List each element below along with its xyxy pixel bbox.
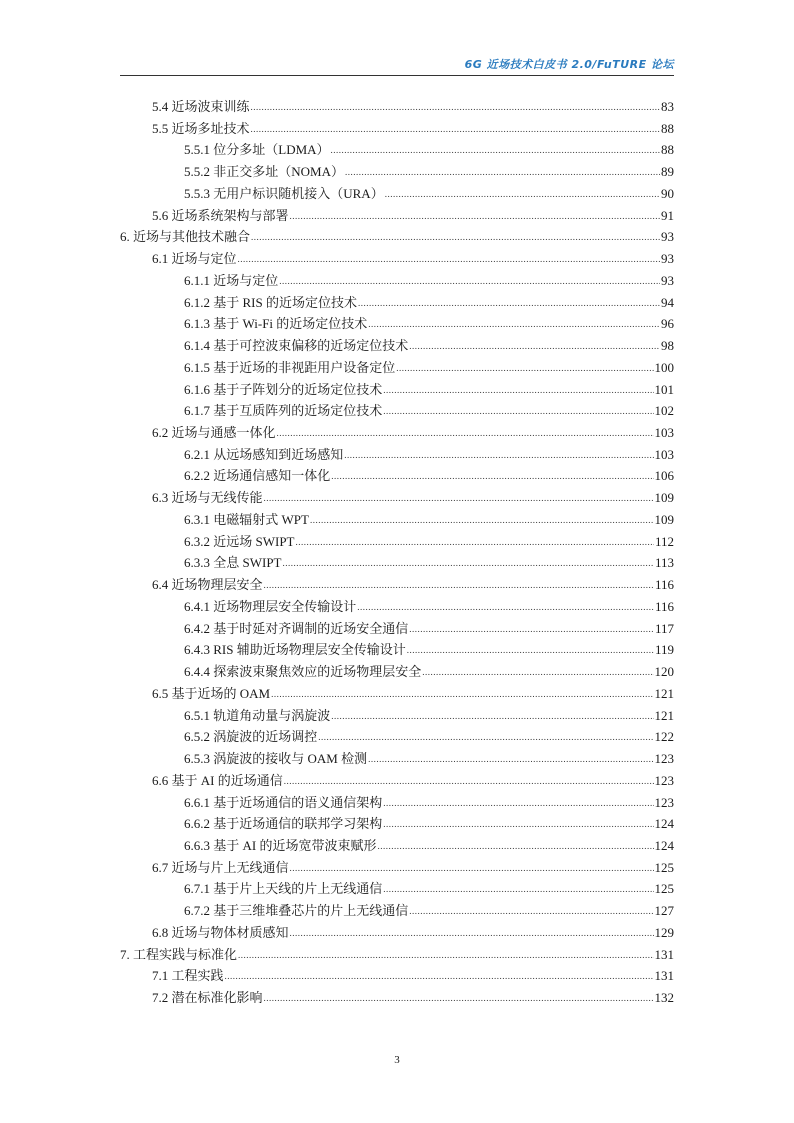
toc-entry-title: [152, 770, 283, 792]
toc-page-number: 132: [654, 990, 674, 1006]
toc-entry-number: 6.8: [152, 924, 169, 940]
toc-entry-label: 近场多址技术: [171, 120, 250, 136]
toc-entry-label: 近场与通感一体化: [171, 425, 276, 441]
toc-entry-number: 6.5.1: [184, 707, 210, 723]
toc-entry[interactable]: [120, 683, 674, 705]
toc-entry-title: [184, 270, 278, 292]
toc-entry-title: [184, 183, 384, 205]
toc-entry-label: 基于近场的非视距用户设备定位: [213, 359, 396, 375]
toc-page-number: 93: [661, 272, 674, 288]
toc-leader-dots: [225, 966, 654, 988]
toc-entry-number: 6.3.2: [184, 533, 210, 549]
toc-page-number: 109: [654, 511, 674, 527]
toc-page-number: 113: [654, 555, 674, 571]
toc-entry-number: 6.3.3: [184, 555, 210, 571]
toc-entry-title: [184, 292, 357, 314]
toc-entry-label: 基于时延对齐调制的近场安全通信: [213, 620, 409, 636]
toc-entry-label: 基于三维堆叠芯片的片上无线通信: [213, 903, 409, 919]
toc-entry[interactable]: [120, 379, 674, 401]
toc-page-number: 129: [654, 924, 674, 940]
toc-entry-label: 近场与定位: [171, 251, 237, 267]
toc-entry-number: 6.1: [152, 251, 169, 267]
toc-leader-dots: [290, 923, 654, 945]
toc-entry-label: 基于子阵划分的近场定位技术: [213, 381, 383, 397]
toc-entry-title: [184, 813, 382, 835]
toc-entry-title: [120, 944, 237, 966]
toc-entry-number: 6.1.1: [184, 272, 210, 288]
toc-leader-dots: [264, 575, 654, 597]
toc-entry-label: 近场与片上无线通信: [171, 859, 289, 875]
toc-page-number: 131: [654, 946, 674, 962]
toc-entry-title: [152, 248, 237, 270]
toc-entry-title: [184, 161, 344, 183]
toc-page-number: 96: [661, 316, 674, 332]
toc-page-number: 89: [661, 164, 674, 180]
toc-entry-number: 6.2: [152, 425, 169, 441]
toc-entry[interactable]: [120, 574, 674, 596]
toc-entry-number: 6.6.2: [184, 816, 210, 832]
toc-leader-dots: [383, 814, 653, 836]
toc-entry[interactable]: [120, 205, 674, 227]
toc-entry-label: 近场通信感知一体化: [213, 468, 331, 484]
toc-page-number: 83: [661, 99, 674, 114]
toc-entry-title: [184, 357, 395, 379]
toc-entry[interactable]: [120, 335, 674, 357]
toc-entry-title: [184, 596, 356, 618]
toc-entry[interactable]: [120, 292, 674, 314]
toc-entry-label: 涡旋波的接收与 OAM 检测: [213, 751, 368, 767]
toc-page-number: 117: [654, 620, 674, 636]
toc-entry-title: [152, 205, 289, 227]
toc-entry-title: [184, 792, 382, 814]
toc-entry-label: 近场物理层安全传输设计: [213, 598, 357, 614]
toc-entry[interactable]: [120, 313, 674, 335]
toc-page-number: 127: [654, 903, 674, 919]
toc-entry-number: 6.6: [152, 772, 169, 788]
toc-entry-title: [152, 683, 270, 705]
toc-entry[interactable]: [120, 596, 674, 618]
toc-entry-label: 涡旋波的近场调控: [213, 729, 318, 745]
toc-entry-number: 6.4.2: [184, 620, 210, 636]
toc-entry-number: 5.5: [152, 120, 169, 136]
toc-entry[interactable]: [120, 400, 674, 422]
toc-entry-number: 6.4.1: [184, 598, 210, 614]
toc-page-number: 116: [654, 598, 674, 614]
toc-entry-label: RIS 辅助近场物理层安全传输设计: [213, 642, 406, 658]
toc-entry-title: [152, 857, 289, 879]
toc-entry-number: 6.5.2: [184, 729, 210, 745]
toc-entry-title: [184, 139, 330, 161]
toc-entry[interactable]: [120, 465, 674, 487]
toc-page-number: 116: [654, 577, 674, 593]
toc-entry[interactable]: [120, 748, 674, 770]
toc-entry-number: 6.2.2: [184, 468, 210, 484]
toc-entry-title: [184, 552, 282, 574]
header-divider: [120, 75, 674, 76]
toc-entry-label: 近远场 SWIPT: [213, 533, 295, 549]
toc-entry-label: 基于 AI 的近场宽带波束赋形: [213, 837, 377, 853]
toc-entry-number: 6.6.1: [184, 794, 210, 810]
toc-entry[interactable]: [120, 661, 674, 683]
toc-entry-number: 6.2.1: [184, 446, 210, 462]
toc-entry-title: [184, 509, 309, 531]
toc-leader-dots: [251, 119, 660, 141]
toc-leader-dots: [251, 227, 660, 249]
toc-entry-label: 近场与定位: [213, 272, 279, 288]
toc-page-number: 94: [661, 294, 674, 310]
toc-entry-title: [152, 965, 224, 987]
toc-leader-dots: [279, 271, 660, 293]
toc-page-number: 131: [654, 968, 674, 984]
toc-entry-title: [184, 335, 408, 357]
toc-entry[interactable]: [120, 509, 674, 531]
toc-entry[interactable]: [120, 161, 674, 183]
toc-page-number: 98: [661, 338, 674, 354]
toc-entry-label: 从远场感知到近场感知: [213, 446, 344, 462]
toc-entry-title: [184, 313, 367, 335]
toc-entry[interactable]: [120, 639, 674, 661]
toc-leader-dots: [277, 423, 654, 445]
toc-entry-number: 5.5.1: [184, 142, 210, 158]
toc-leader-dots: [318, 727, 653, 749]
toc-entry-label: 位分多址（LDMA）: [213, 142, 330, 158]
toc-entry[interactable]: [120, 531, 674, 553]
toc-leader-dots: [385, 184, 660, 206]
toc-leader-dots: [368, 314, 660, 336]
toc-entry-label: 基于 Wi-Fi 的近场定位技术: [213, 316, 368, 332]
toc-entry-label: 基于互质阵列的近场定位技术: [213, 403, 383, 419]
toc-entry-number: 6.7: [152, 859, 169, 875]
toc-entry-title: [152, 96, 250, 118]
toc-entry-label: 全息 SWIPT: [213, 555, 282, 571]
toc-entry-title: [184, 878, 382, 900]
toc-entry-label: 基于近场的 OAM: [171, 685, 271, 701]
toc-leader-dots: [377, 836, 653, 858]
toc-entry-label: 潜在标准化影响: [171, 990, 263, 1006]
toc-entry[interactable]: [120, 96, 674, 118]
toc-entry-label: 探索波束聚焦效应的近场物理层安全: [213, 664, 422, 680]
toc-leader-dots: [290, 858, 654, 880]
toc-page-number: 121: [654, 685, 674, 701]
toc-page-number: 124: [654, 837, 674, 853]
toc-entry-number: 6.3.1: [184, 511, 210, 527]
toc-entry-number: 6.3: [152, 490, 169, 506]
toc-entry-title: [184, 726, 317, 748]
toc-entry-label: 近场与其他技术融合: [133, 229, 251, 245]
toc-entry[interactable]: [120, 248, 674, 270]
toc-entry[interactable]: [120, 813, 674, 835]
toc-entry-label: 近场系统架构与部署: [171, 207, 289, 223]
toc-page-number: 121: [654, 707, 674, 723]
toc-entry-number: 6.6.3: [184, 837, 210, 853]
toc-entry-title: [184, 661, 421, 683]
toc-leader-dots: [344, 445, 653, 467]
toc-page-number: 120: [654, 664, 674, 680]
toc-page-number: 103: [654, 425, 674, 441]
toc-entry[interactable]: [120, 835, 674, 857]
toc-entry-title: [184, 531, 295, 553]
toc-page-number: 91: [661, 207, 674, 223]
toc-page-number: 102: [654, 403, 674, 419]
toc-entry-title: [184, 639, 406, 661]
toc-entry[interactable]: [120, 900, 674, 922]
toc-entry[interactable]: [120, 357, 674, 379]
toc-entry-title: [120, 226, 250, 248]
toc-entry-label: 无用户标识随机接入（URA）: [213, 185, 384, 201]
toc-entry-label: 近场波束训练: [171, 99, 250, 114]
toc-page-number: 88: [661, 142, 674, 158]
toc-leader-dots: [409, 619, 654, 641]
toc-entry-label: 基于近场通信的联邦学习架构: [213, 816, 383, 832]
toc-entry[interactable]: [120, 118, 674, 140]
toc-entry-label: 近场物理层安全: [171, 577, 263, 593]
toc-entry-title: [184, 400, 382, 422]
toc-entry-number: 6.1.5: [184, 359, 210, 375]
toc-leader-dots: [358, 293, 660, 315]
toc-entry-number: 6.4.4: [184, 664, 210, 680]
running-header: 6G 近场技术白皮书 2.0/FuTURE 论坛: [464, 58, 674, 71]
toc-entry-label: 基于可控波束偏移的近场定位技术: [213, 338, 409, 354]
toc-entry-title: [184, 900, 408, 922]
toc-leader-dots: [383, 401, 653, 423]
toc-entry[interactable]: [120, 987, 674, 1009]
toc-entry-number: 6.7.1: [184, 881, 210, 897]
toc-leader-dots: [238, 249, 660, 271]
toc-entry[interactable]: [120, 965, 674, 987]
toc-entry-number: 6.1.6: [184, 381, 210, 397]
toc-entry[interactable]: [120, 726, 674, 748]
toc-page-number: 122: [654, 729, 674, 745]
toc-entry[interactable]: [120, 618, 674, 640]
toc-entry-number: 6.: [120, 229, 130, 245]
toc-leader-dots: [283, 553, 654, 575]
page-number: 3: [394, 1054, 400, 1066]
toc-leader-dots: [296, 532, 654, 554]
toc-entry-number: 7.: [120, 946, 130, 962]
toc-entry-title: [152, 422, 276, 444]
toc-entry[interactable]: [120, 226, 674, 248]
toc-page-number: 93: [661, 229, 674, 245]
toc-entry[interactable]: [120, 552, 674, 574]
toc-entry-title: [184, 465, 330, 487]
toc-entry-label: 基于片上天线的片上无线通信: [213, 881, 383, 897]
toc-entry-number: 7.1: [152, 968, 169, 984]
toc-page-number: 101: [654, 381, 674, 397]
toc-entry-label: 工程实践与标准化: [133, 946, 238, 962]
table-of-contents: [120, 96, 674, 1009]
toc-leader-dots: [331, 706, 653, 728]
toc-leader-dots: [251, 97, 660, 119]
toc-page-number: 90: [661, 185, 674, 201]
toc-entry[interactable]: [120, 487, 674, 509]
toc-leader-dots: [383, 793, 653, 815]
toc-entry-number: 6.1.7: [184, 403, 210, 419]
toc-page-number: 109: [654, 490, 674, 506]
toc-entry-label: 基于 AI 的近场通信: [171, 772, 283, 788]
toc-page-number: 103: [654, 446, 674, 462]
toc-entry-number: 6.4: [152, 577, 169, 593]
toc-entry[interactable]: [120, 139, 674, 161]
toc-entry-title: [184, 444, 343, 466]
toc-page-number: 123: [654, 751, 674, 767]
toc-entry-number: 5.5.3: [184, 185, 210, 201]
toc-entry-number: 6.1.3: [184, 316, 210, 332]
toc-entry[interactable]: [120, 444, 674, 466]
toc-entry-label: 近场与无线传能: [171, 490, 263, 506]
toc-page-number: 119: [654, 642, 674, 658]
toc-page-number: 125: [654, 881, 674, 897]
toc-entry-label: 电磁辐射式 WPT: [213, 511, 309, 527]
toc-leader-dots: [238, 945, 653, 967]
toc-leader-dots: [409, 901, 653, 923]
toc-page-number: 123: [654, 794, 674, 810]
toc-entry-title: [152, 922, 289, 944]
toc-entry-title: [152, 987, 263, 1009]
toc-entry-label: 基于 RIS 的近场定位技术: [213, 294, 357, 310]
toc-entry-number: 6.5: [152, 685, 169, 701]
toc-page-number: 124: [654, 816, 674, 832]
toc-page-number: 100: [654, 359, 674, 375]
toc-leader-dots: [345, 162, 660, 184]
toc-entry-number: 5.6: [152, 207, 169, 223]
toc-leader-dots: [368, 749, 653, 771]
toc-entry-label: 基于近场通信的语义通信架构: [213, 794, 383, 810]
toc-leader-dots: [383, 380, 653, 402]
toc-leader-dots: [357, 597, 654, 619]
toc-entry[interactable]: [120, 944, 674, 966]
toc-entry-label: 轨道角动量与涡旋波: [213, 707, 331, 723]
toc-entry-title: [184, 748, 367, 770]
toc-entry-number: 5.5.2: [184, 164, 210, 180]
toc-leader-dots: [331, 140, 660, 162]
toc-entry[interactable]: [120, 857, 674, 879]
toc-entry-title: [152, 574, 263, 596]
toc-entry[interactable]: [120, 770, 674, 792]
toc-leader-dots: [310, 510, 654, 532]
toc-leader-dots: [271, 684, 653, 706]
toc-entry-number: 6.5.3: [184, 751, 210, 767]
toc-page-number: 88: [661, 120, 674, 136]
toc-entry-title: [184, 835, 376, 857]
toc-leader-dots: [383, 879, 653, 901]
toc-page-number: 123: [654, 772, 674, 788]
toc-entry-title: [152, 487, 263, 509]
toc-entry-title: [152, 118, 250, 140]
toc-entry[interactable]: [120, 878, 674, 900]
toc-leader-dots: [331, 466, 653, 488]
toc-entry[interactable]: [120, 422, 674, 444]
toc-entry-number: 6.4.3: [184, 642, 210, 658]
toc-leader-dots: [264, 988, 654, 1010]
toc-entry-number: 6.1.2: [184, 294, 210, 310]
toc-entry[interactable]: [120, 922, 674, 944]
toc-page-number: 125: [654, 859, 674, 875]
toc-page-number: 93: [661, 251, 674, 267]
toc-leader-dots: [422, 662, 653, 684]
toc-leader-dots: [407, 640, 654, 662]
toc-entry-number: 7.2: [152, 990, 169, 1006]
toc-entry-title: [184, 618, 408, 640]
toc-leader-dots: [290, 206, 660, 228]
toc-entry[interactable]: [120, 183, 674, 205]
toc-leader-dots: [284, 771, 654, 793]
toc-entry-title: [184, 379, 382, 401]
toc-entry-label: 工程实践: [171, 968, 224, 984]
toc-entry-title: [184, 705, 330, 727]
toc-entry[interactable]: [120, 270, 674, 292]
toc-leader-dots: [396, 358, 653, 380]
toc-entry-number: 5.4: [152, 99, 169, 114]
toc-page-number: 112: [654, 533, 674, 549]
toc-leader-dots: [264, 488, 654, 510]
toc-entry-number: 6.1.4: [184, 338, 210, 354]
toc-entry-label: 非正交多址（NOMA）: [213, 164, 344, 180]
toc-entry-label: 近场与物体材质感知: [171, 924, 289, 940]
toc-entry-number: 6.7.2: [184, 903, 210, 919]
toc-page-number: 106: [654, 468, 674, 484]
toc-entry[interactable]: [120, 792, 674, 814]
toc-leader-dots: [409, 336, 660, 358]
toc-entry[interactable]: [120, 705, 674, 727]
